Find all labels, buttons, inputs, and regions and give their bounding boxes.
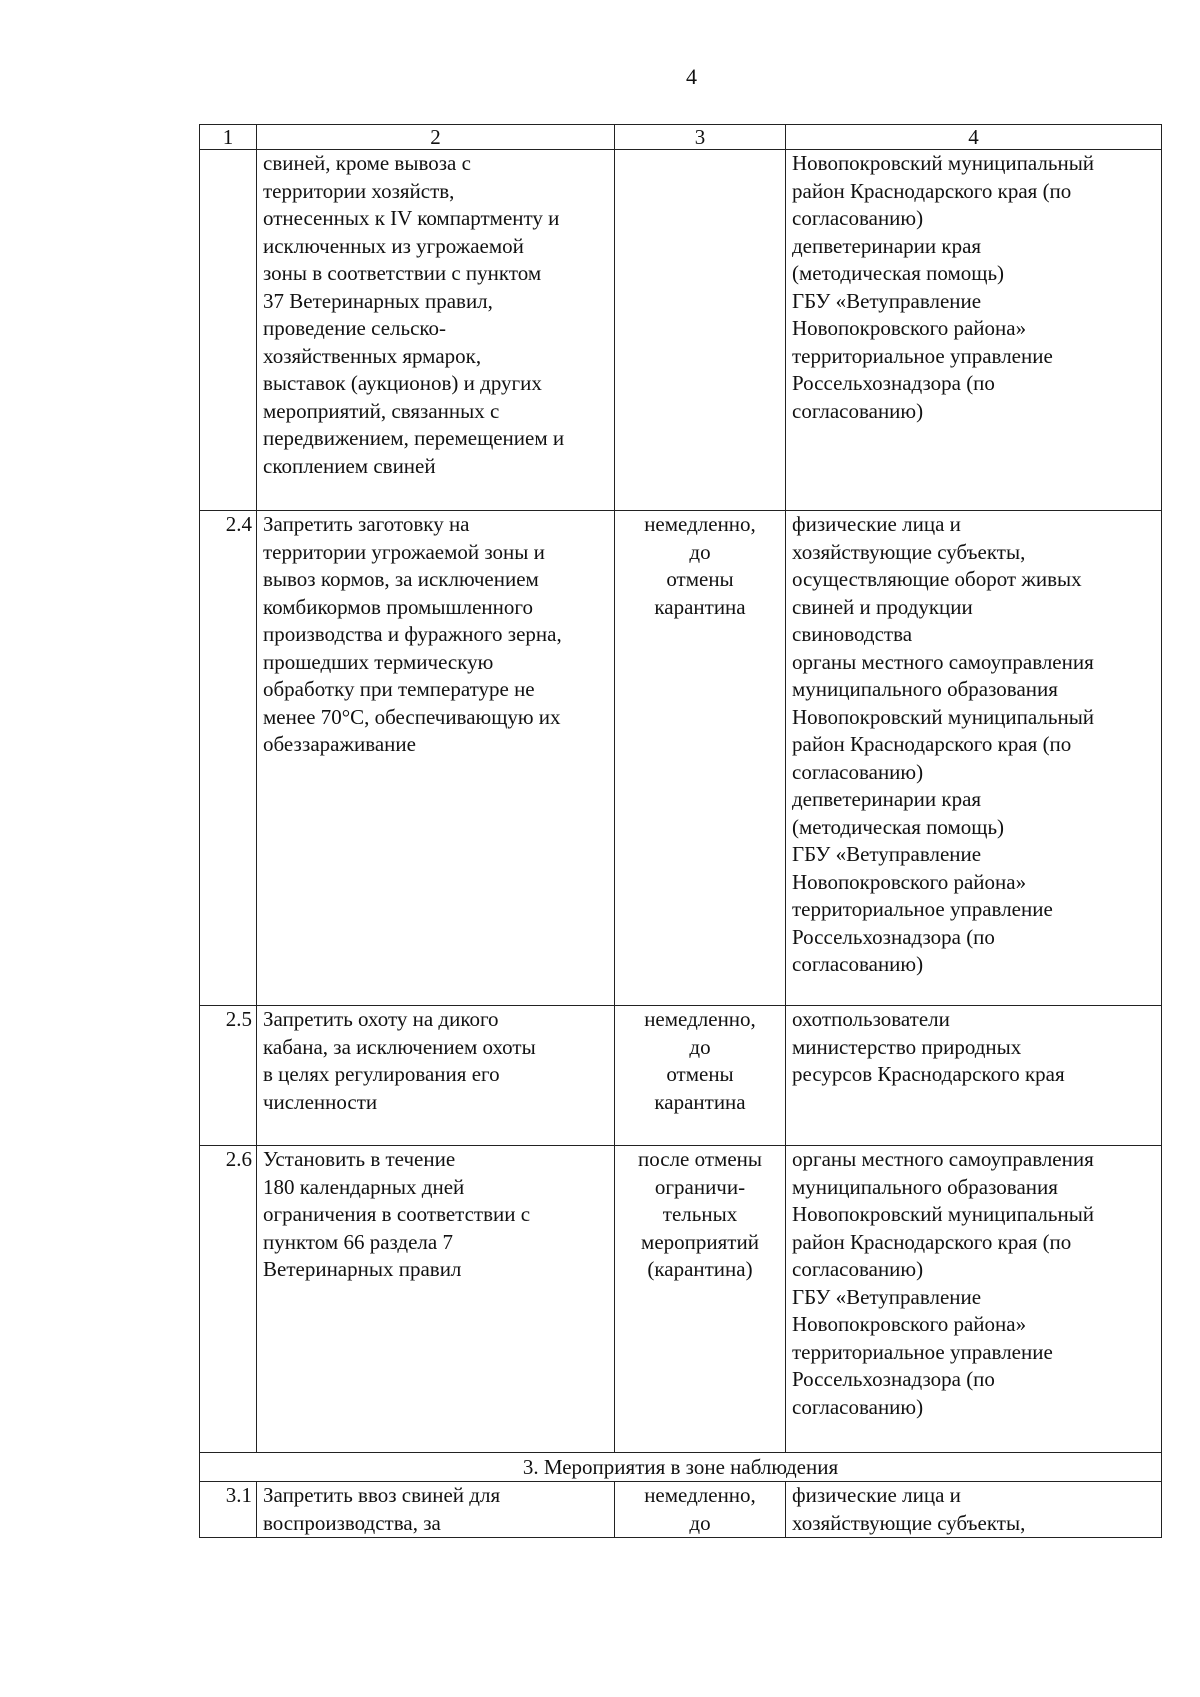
measure-responsible: охотпользователи министерство природных ресурсов Краснодарского края — [786, 1006, 1162, 1146]
column-header-4: 4 — [786, 125, 1162, 150]
page-number: 4 — [686, 64, 697, 89]
measure-responsible: Новопокровский муниципальный район Краснодарского края (по согласованию) депветеринарии края (методическая помощь) ГБУ «Ветуправление Новопокровского района» территориальное управление Россельхознадзора (по согласованию) — [786, 150, 1162, 511]
column-header-3: 3 — [615, 125, 786, 150]
table-row-2-5 — [200, 1006, 1162, 1146]
section-header-row — [200, 1453, 1162, 1482]
row-number: 3.1 — [200, 1482, 257, 1538]
row-number: 2.5 — [200, 1006, 257, 1146]
table-row-continuation — [200, 150, 1162, 511]
measure-term: немедленно, до отмены карантина — [615, 1006, 786, 1146]
column-header-2: 2 — [257, 125, 615, 150]
measure-responsible: органы местного самоуправления муниципального образования Новопокровский муниципальный район Краснодарского края (по согласованию) ГБУ «Ветуправление Новопокровского района» территориальное управление Россельхознадзора (по согласованию) — [786, 1146, 1162, 1453]
measure-text: свиней, кроме вывоза с территории хозяйств, отнесенных к IV компартменту и исключенных из угрожаемой зоны в соответствии с пунктом 37 Ветеринарных правил, проведение сельско- хозяйственных ярмарок, выставок (аукционов) и других мероприятий, связанных с передвижением, перемещением и скоплением свиней — [257, 150, 615, 511]
measure-responsible: физические лица и хозяйствующие субъекты, осуществляющие оборот живых свиней и продукции свиноводства органы местного самоуправления муниципального образования Новопокровский муниципальный район Краснодарского края (по согласованию) депветеринарии края (методическая помощь) ГБУ «Ветуправление Новопокровского района» территориальное управление Россельхознадзора (по согласованию) — [786, 511, 1162, 1006]
measure-responsible: физические лица и хозяйствующие субъекты, — [786, 1482, 1162, 1538]
measure-term: немедленно, до отмены карантина — [615, 511, 786, 1006]
table-row-2-6 — [200, 1146, 1162, 1453]
row-number: 2.6 — [200, 1146, 257, 1453]
measures-table — [199, 124, 1162, 1538]
measure-text: Запретить ввоз свиней для воспроизводства, за — [257, 1482, 615, 1538]
measure-term — [615, 150, 786, 511]
measure-text: Установить в течение 180 календарных дней ограничения в соответствии с пунктом 66 раздела 7 Ветеринарных правил — [257, 1146, 615, 1453]
measure-term: немедленно, до — [615, 1482, 786, 1538]
table-header-row — [200, 125, 1162, 150]
measure-term: после отмены ограничи- тельных мероприятий (карантина) — [615, 1146, 786, 1453]
table-row-2-4 — [200, 511, 1162, 1006]
table-row-3-1 — [200, 1482, 1162, 1538]
measure-text: Запретить охоту на дикого кабана, за исключением охоты в целях регулирования его численности — [257, 1006, 615, 1146]
column-header-1: 1 — [200, 125, 257, 150]
measure-text: Запретить заготовку на территории угрожаемой зоны и вывоз кормов, за исключением комбикормов промышленного производства и фуражного зерна, прошедших термическую обработку при температуре не менее 70°С, обеспечивающую их обеззараживание — [257, 511, 615, 1006]
row-number: 2.4 — [200, 511, 257, 1006]
row-number — [200, 150, 257, 511]
section-title: 3. Мероприятия в зоне наблюдения — [200, 1453, 1162, 1482]
